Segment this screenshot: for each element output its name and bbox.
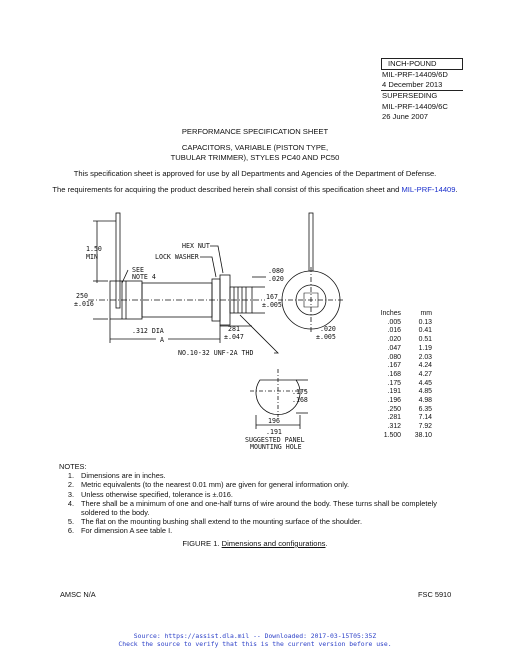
dim-min: MIN (86, 253, 98, 261)
dim-047: ±.047 (224, 333, 244, 341)
conversion-inch: .312 (387, 423, 401, 431)
document-number: MIL-PRF-14409/6D (382, 70, 448, 79)
conversion-row (368, 371, 432, 380)
conversion-row (368, 380, 432, 389)
note-text: Unless otherwise specified, tolerance is ±.016. (81, 489, 233, 499)
hex-nut-label: HEX NUT (182, 242, 210, 250)
see-label: SEE (132, 266, 144, 274)
conversion-row (368, 336, 432, 345)
conversion-row (368, 354, 432, 363)
conversion-row (368, 406, 432, 415)
dim-281: 281 (228, 325, 240, 333)
source-line-2: Check the source to verify that this is the current version before use. (118, 640, 392, 648)
note-item (60, 517, 460, 526)
conversion-row (368, 414, 432, 423)
conversion-row (368, 319, 432, 328)
note-item (60, 526, 460, 535)
conversion-row (368, 432, 432, 441)
conversion-mm: 1.19 (418, 344, 432, 352)
conversion-inch: .281 (387, 414, 401, 422)
superseded-number: MIL-PRF-14409/6C (382, 101, 448, 111)
note-text: Dimensions are in inches. (81, 471, 166, 481)
conversion-table (368, 310, 432, 441)
dim-020a: .020 (268, 275, 284, 283)
conversion-inch: .080 (387, 353, 401, 361)
document-id-block (381, 58, 463, 122)
note-item (60, 480, 460, 489)
conversion-mm: 4.98 (418, 397, 432, 405)
conversion-row (368, 345, 432, 354)
conversion-mm: 4.85 (418, 388, 432, 396)
dim-005a: ±.005 (262, 301, 282, 309)
conversion-mm: 4.24 (418, 362, 432, 370)
dim-312: .312 DIA (132, 327, 164, 335)
subtitle-line-2: TUBULAR TRIMMER), STYLES PC40 AND PC50 (170, 153, 340, 162)
superseding-label: SUPERSEDING (381, 90, 463, 101)
dim-196: 196 (268, 417, 280, 425)
requirements-end: . (455, 185, 458, 194)
conversion-header-mm: mm (420, 310, 432, 317)
conversion-mm: 6.35 (418, 405, 432, 413)
subtitle-line-1: CAPACITORS, VARIABLE (PISTON TYPE, (181, 143, 329, 152)
dim-250: 250 (76, 292, 88, 300)
figure-caption-end: . (325, 539, 328, 548)
conversion-inch: .167 (387, 362, 401, 370)
panel-label-1: SUGGESTED PANEL (245, 436, 305, 444)
figure-caption (0, 539, 510, 549)
note-text: For dimension A see table I. (81, 526, 173, 536)
capacitor-drawing (60, 205, 360, 455)
notes-heading: NOTES: (59, 462, 87, 471)
dim-168: .168 (292, 396, 308, 404)
conversion-row (368, 397, 432, 406)
conversion-row (368, 388, 432, 397)
requirements-statement (0, 185, 510, 195)
document-date: 4 December 2013 (382, 80, 443, 90)
note-number: 6. (67, 526, 74, 536)
conversion-inch: .016 (387, 327, 401, 335)
note-item (60, 490, 460, 499)
requirements-text: The requirements for acquiring the product described herein shall consist of this specification sheet and (52, 185, 402, 194)
conversion-inch: .005 (387, 318, 401, 326)
note-number: 3. (67, 489, 74, 499)
conversion-mm: 4.27 (418, 370, 432, 378)
conversion-header-inches: Inches (380, 310, 401, 317)
notes-section (60, 462, 460, 536)
thread-label: NO.10-32 UNF-2A THD (178, 349, 254, 357)
conversion-inch: .168 (387, 370, 401, 378)
note-number: 4. (67, 498, 74, 508)
conversion-inch: 1.500 (383, 431, 401, 439)
approval-statement: This specification sheet is approved for use by all Departments and Agencies of the Department of Defense. (73, 169, 437, 178)
conversion-inch: .191 (387, 388, 401, 396)
lock-washer-label: LOCK WASHER (155, 253, 199, 261)
conversion-inch: .047 (387, 344, 401, 352)
conversion-mm: 0.51 (418, 336, 432, 344)
conversion-mm: 2.03 (418, 353, 432, 361)
conversion-mm: 0.13 (418, 318, 432, 326)
conversion-row (368, 423, 432, 432)
conversion-mm: 7.14 (418, 414, 432, 422)
source-notice (0, 632, 510, 648)
conversion-mm: 4.45 (418, 379, 432, 387)
dim-191: .191 (266, 428, 282, 436)
dim-167: 167 (266, 293, 278, 301)
conversion-row (368, 327, 432, 336)
note-number: 1. (67, 471, 74, 481)
dim-020b: .020 (320, 325, 336, 333)
footer-amsc: AMSC N/A (60, 590, 96, 599)
note-item (60, 499, 460, 517)
conversion-inch: .250 (387, 405, 401, 413)
note-text: The flat on the mounting bushing shall extend to the mounting surface of the shoulder. (81, 517, 363, 527)
document-title: PERFORMANCE SPECIFICATION SHEET (181, 127, 329, 136)
conversion-inch: .196 (387, 397, 401, 405)
note-text: There shall be a minimum of one and one-half turns of wire around the body. These turns shall be completely soldered to the body. (81, 498, 437, 518)
spec-link[interactable]: MIL-PRF-14409 (401, 185, 456, 194)
figure-caption-prefix: FIGURE 1. (182, 539, 222, 548)
note4-label: NOTE 4 (132, 273, 156, 281)
dim-016: ±.016 (74, 300, 94, 308)
dim-080: .080 (268, 267, 284, 275)
conversion-inch: .020 (387, 336, 401, 344)
conversion-row (368, 362, 432, 371)
note-number: 2. (67, 480, 74, 490)
conversion-mm: 0.41 (418, 327, 432, 335)
dim-150: 1.50 (86, 245, 102, 253)
superseded-date: 26 June 2007 (382, 111, 429, 121)
dim-005b: ±.005 (316, 333, 336, 341)
inch-pound-label: INCH-POUND (381, 58, 463, 70)
note-item (60, 471, 460, 480)
dim-a: A (160, 336, 164, 344)
note-text: Metric equivalents (to the nearest 0.01 mm) are given for general information only. (81, 480, 350, 490)
footer-fsc: FSC 5910 (418, 590, 452, 599)
source-line-1[interactable]: Source: https://assist.dla.mil -- Downloaded: 2017-03-15T05:35Z (133, 632, 377, 640)
conversion-inch: .175 (387, 379, 401, 387)
figure-caption-title: Dimensions and configurations (221, 539, 326, 548)
panel-label-2: MOUNTING HOLE (250, 443, 302, 451)
lead-wire-left (116, 213, 120, 308)
note-number: 5. (67, 517, 74, 527)
conversion-mm: 7.92 (418, 423, 432, 431)
lead-wire-right (309, 213, 313, 271)
dim-175: .175 (292, 388, 308, 396)
conversion-mm: 38.10 (414, 431, 432, 439)
